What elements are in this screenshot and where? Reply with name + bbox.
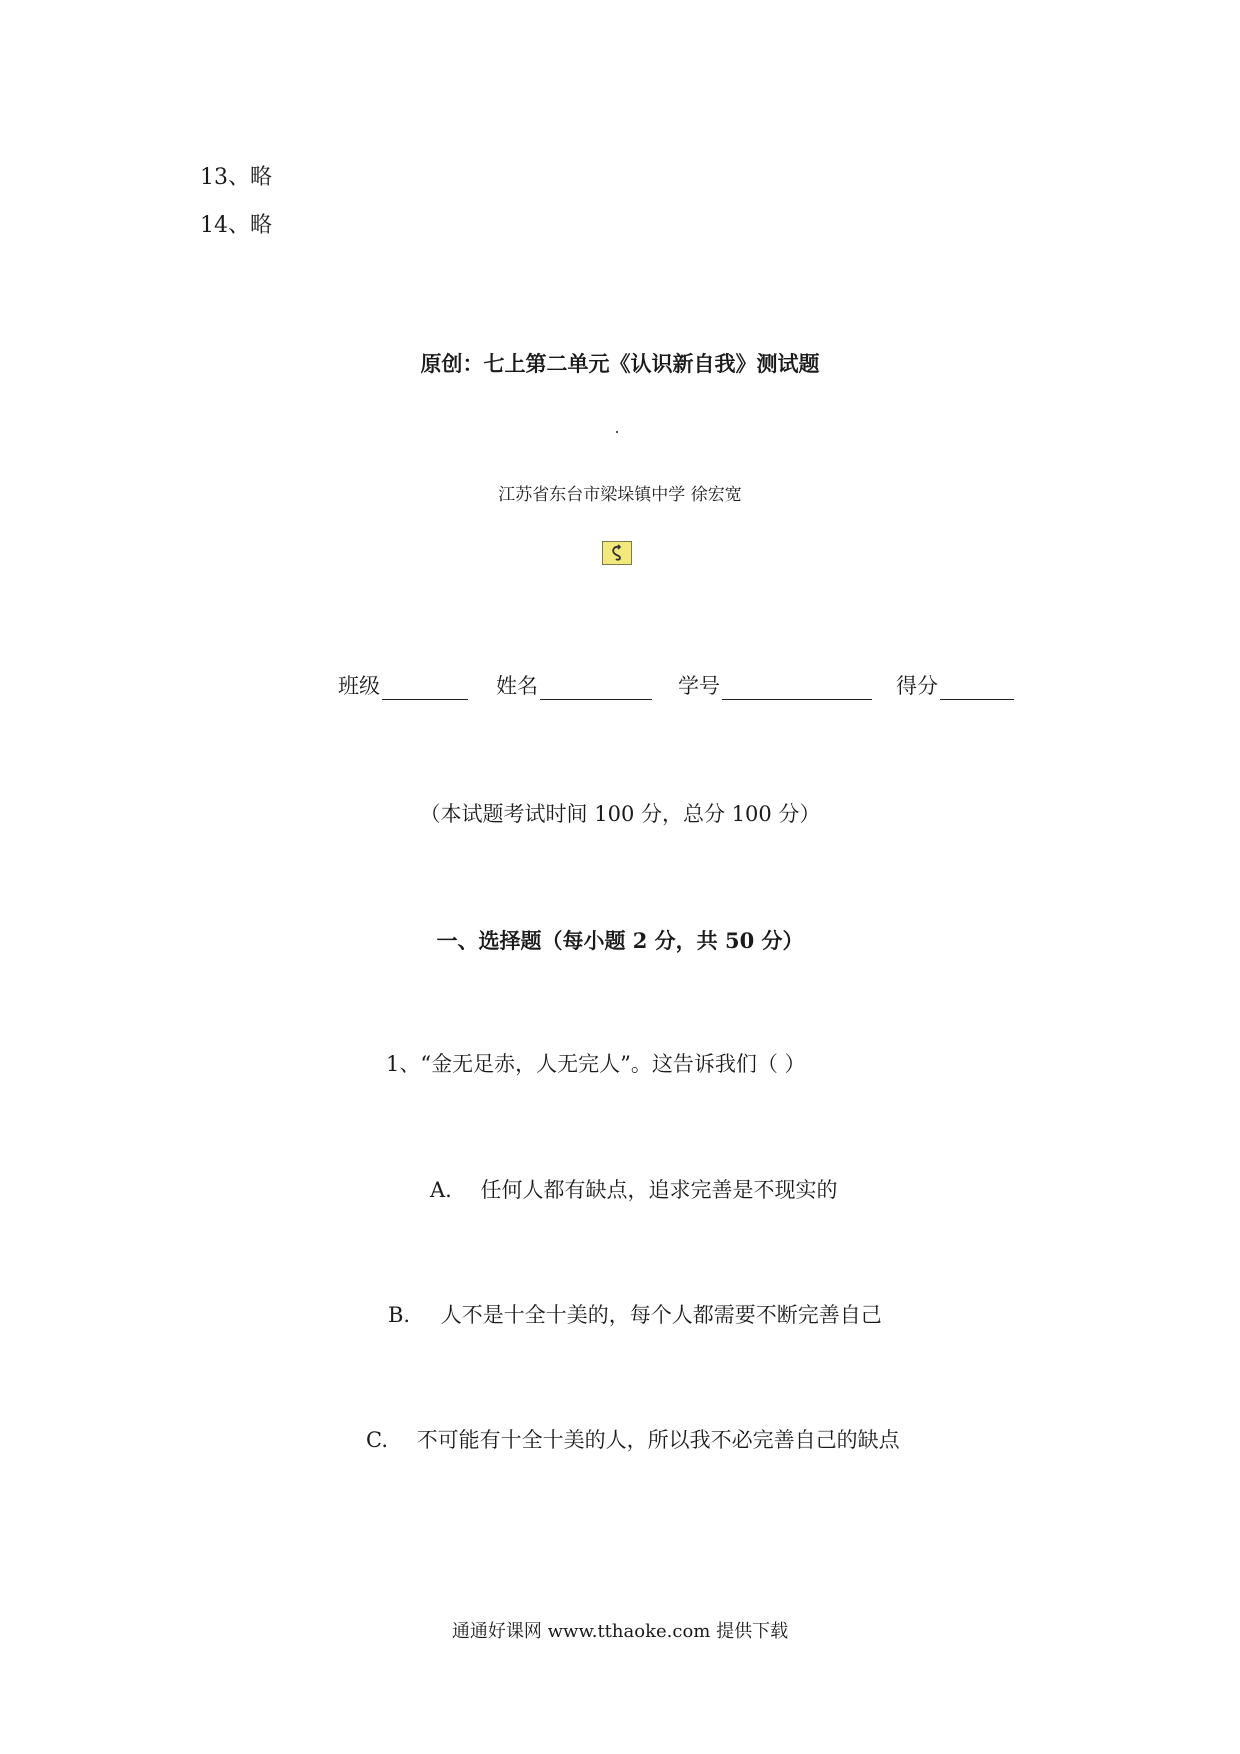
dot-mark	[616, 431, 618, 433]
score-field[interactable]	[896, 670, 1014, 700]
question-1-option-c[interactable]	[366, 1424, 900, 1454]
exam-note: （本试题考试时间 100 分，总分 100 分）	[419, 802, 821, 826]
question-1-option-b[interactable]	[388, 1299, 882, 1329]
class-blank[interactable]	[382, 677, 468, 700]
embedded-object-icon[interactable]	[602, 541, 632, 565]
student-number-blank[interactable]	[722, 677, 872, 700]
student-number-label: 学号	[678, 674, 720, 698]
question-1-stem: 1、“金无足赤，人无完人”。这告诉我们（ ）	[386, 1052, 806, 1076]
score-blank[interactable]	[940, 677, 1014, 700]
option-text: 不可能有十全十美的人，所以我不必完善自己的缺点	[416, 1428, 900, 1452]
section-title: 一、选择题（每小题 2 分，共 50 分）	[436, 928, 804, 953]
student-number-field[interactable]	[678, 670, 872, 700]
student-info-row	[338, 670, 1014, 700]
name-label: 姓名	[496, 674, 538, 698]
option-key: B.	[388, 1303, 411, 1327]
author-line: 江苏省东台市梁垛镇中学 徐宏宽	[498, 485, 742, 505]
option-key: C.	[366, 1428, 388, 1452]
option-text: 人不是十全十美的，每个人都需要不断完善自己	[440, 1303, 882, 1327]
option-key: A.	[430, 1178, 452, 1202]
option-text: 任何人都有缺点，追求完善是不现实的	[480, 1178, 838, 1202]
score-label: 得分	[896, 674, 938, 698]
footer-credit: 通通好课网 www.tthaoke.com 提供下载	[451, 1621, 789, 1642]
question-1-option-a[interactable]	[430, 1174, 838, 1204]
class-label: 班级	[338, 674, 380, 698]
name-blank[interactable]	[540, 677, 652, 700]
page-title: 原创：七上第二单元《认识新自我》测试题	[420, 351, 820, 376]
answer-13: 13、略	[200, 165, 272, 190]
answer-14: 14、略	[200, 213, 272, 238]
class-field[interactable]	[338, 670, 468, 700]
refresh-glyph-icon	[608, 544, 626, 562]
name-field[interactable]	[496, 670, 652, 700]
